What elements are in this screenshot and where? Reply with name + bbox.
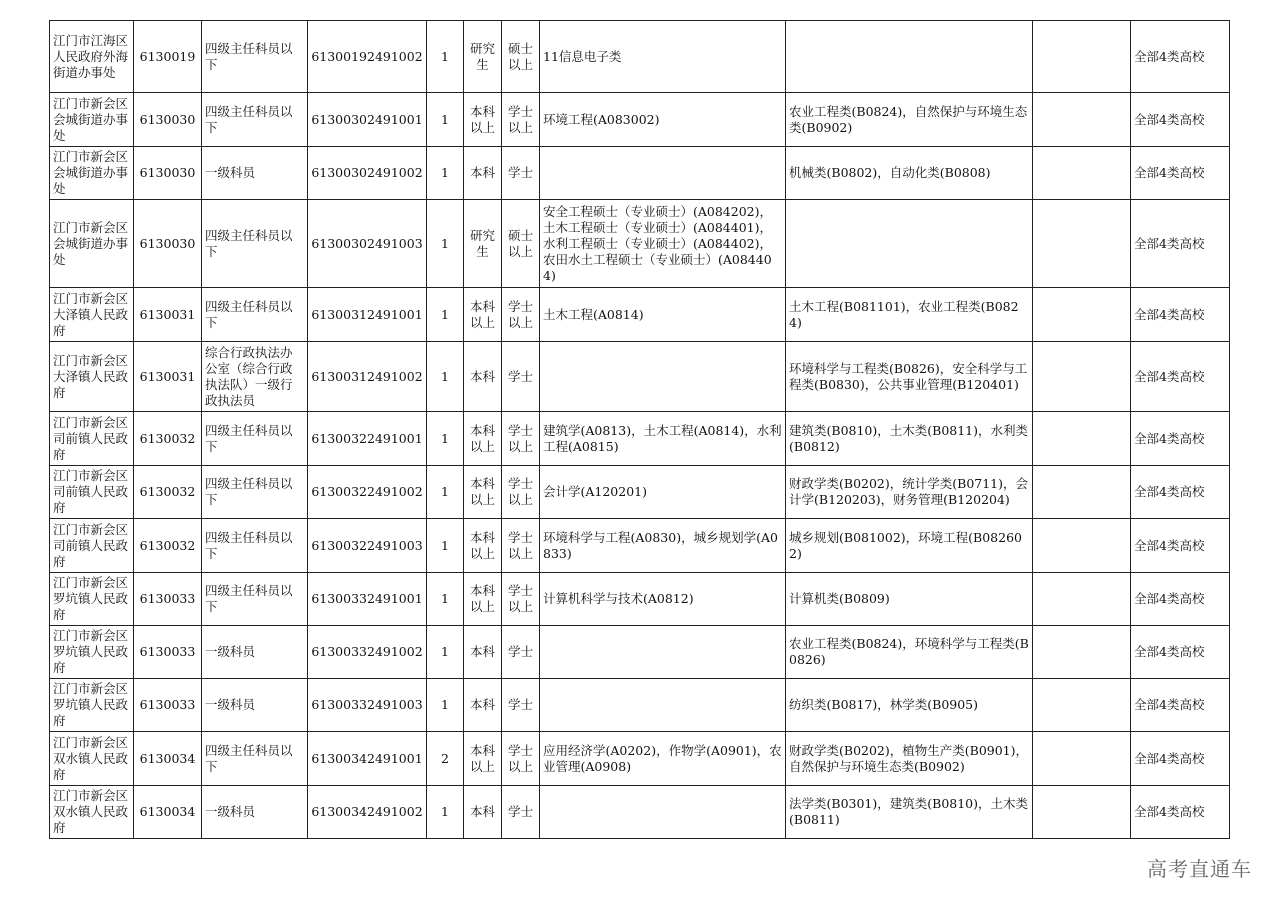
education-cell: 本科以上 bbox=[464, 466, 502, 519]
position-cell: 四级主任科员以下 bbox=[202, 573, 308, 626]
education-cell: 研究生 bbox=[464, 200, 502, 288]
count-cell: 1 bbox=[427, 519, 464, 573]
note-cell bbox=[1033, 573, 1131, 626]
table-row bbox=[50, 573, 1230, 626]
unit-cell: 江门市新会区会城街道办事处 bbox=[50, 93, 134, 147]
note-cell bbox=[1033, 786, 1131, 839]
degree-cell: 学士以上 bbox=[502, 732, 540, 786]
school-scope-cell: 全部4类高校 bbox=[1131, 147, 1230, 200]
note-cell bbox=[1033, 342, 1131, 412]
code-cell: 6130031 bbox=[134, 342, 202, 412]
position-cell: 一级科员 bbox=[202, 147, 308, 200]
school-scope-cell: 全部4类高校 bbox=[1131, 626, 1230, 679]
count-cell: 1 bbox=[427, 93, 464, 147]
code-cell: 6130030 bbox=[134, 93, 202, 147]
undergraduate-major-cell: 纺织类(B0817)，林学类(B0905) bbox=[786, 679, 1033, 732]
degree-cell: 学士以上 bbox=[502, 288, 540, 342]
graduate-major-cell bbox=[540, 147, 786, 200]
school-scope-cell: 全部4类高校 bbox=[1131, 519, 1230, 573]
code-cell: 6130030 bbox=[134, 200, 202, 288]
count-cell: 1 bbox=[427, 573, 464, 626]
table-row bbox=[50, 200, 1230, 288]
degree-cell: 学士以上 bbox=[502, 573, 540, 626]
school-scope-cell: 全部4类高校 bbox=[1131, 786, 1230, 839]
position-number-cell: 61300312491001 bbox=[308, 288, 427, 342]
graduate-major-cell: 环境科学与工程(A0830)，城乡规划学(A0833) bbox=[540, 519, 786, 573]
undergraduate-major-cell bbox=[786, 200, 1033, 288]
code-cell: 6130033 bbox=[134, 679, 202, 732]
position-number-cell: 61300302491002 bbox=[308, 147, 427, 200]
table-row bbox=[50, 21, 1230, 93]
position-cell: 四级主任科员以下 bbox=[202, 412, 308, 466]
education-cell: 本科以上 bbox=[464, 732, 502, 786]
note-cell bbox=[1033, 679, 1131, 732]
unit-cell: 江门市新会区大泽镇人民政府 bbox=[50, 342, 134, 412]
position-number-cell: 61300332491001 bbox=[308, 573, 427, 626]
table-row bbox=[50, 786, 1230, 839]
code-cell: 6130031 bbox=[134, 288, 202, 342]
count-cell: 1 bbox=[427, 342, 464, 412]
school-scope-cell: 全部4类高校 bbox=[1131, 288, 1230, 342]
graduate-major-cell: 应用经济学(A0202)，作物学(A0901)，农业管理(A0908) bbox=[540, 732, 786, 786]
graduate-major-cell: 建筑学(A0813)，土木工程(A0814)，水利工程(A0815) bbox=[540, 412, 786, 466]
school-scope-cell: 全部4类高校 bbox=[1131, 342, 1230, 412]
position-cell: 一级科员 bbox=[202, 626, 308, 679]
unit-cell: 江门市新会区大泽镇人民政府 bbox=[50, 288, 134, 342]
unit-cell: 江门市新会区双水镇人民政府 bbox=[50, 786, 134, 839]
education-cell: 本科以上 bbox=[464, 288, 502, 342]
position-cell: 四级主任科员以下 bbox=[202, 21, 308, 93]
position-number-cell: 61300332491002 bbox=[308, 626, 427, 679]
school-scope-cell: 全部4类高校 bbox=[1131, 732, 1230, 786]
position-number-cell: 61300192491002 bbox=[308, 21, 427, 93]
table-row bbox=[50, 679, 1230, 732]
undergraduate-major-cell: 农业工程类(B0824)，自然保护与环境生态类(B0902) bbox=[786, 93, 1033, 147]
count-cell: 1 bbox=[427, 466, 464, 519]
code-cell: 6130032 bbox=[134, 519, 202, 573]
watermark-text: 高考直通车 bbox=[1147, 857, 1252, 881]
graduate-major-cell: 土木工程(A0814) bbox=[540, 288, 786, 342]
note-cell bbox=[1033, 93, 1131, 147]
degree-cell: 学士 bbox=[502, 786, 540, 839]
table-row bbox=[50, 288, 1230, 342]
degree-cell: 学士以上 bbox=[502, 93, 540, 147]
code-cell: 6130032 bbox=[134, 412, 202, 466]
table-row bbox=[50, 93, 1230, 147]
graduate-major-cell bbox=[540, 679, 786, 732]
education-cell: 研究生 bbox=[464, 21, 502, 93]
graduate-major-cell: 计算机科学与技术(A0812) bbox=[540, 573, 786, 626]
school-scope-cell: 全部4类高校 bbox=[1131, 93, 1230, 147]
position-cell: 四级主任科员以下 bbox=[202, 732, 308, 786]
recruitment-table bbox=[49, 20, 1230, 839]
table-row bbox=[50, 342, 1230, 412]
unit-cell: 江门市新会区罗坑镇人民政府 bbox=[50, 573, 134, 626]
school-scope-cell: 全部4类高校 bbox=[1131, 466, 1230, 519]
count-cell: 1 bbox=[427, 288, 464, 342]
position-cell: 综合行政执法办公室（综合行政执法队）一级行政执法员 bbox=[202, 342, 308, 412]
degree-cell: 学士以上 bbox=[502, 466, 540, 519]
degree-cell: 硕士以上 bbox=[502, 21, 540, 93]
count-cell: 2 bbox=[427, 732, 464, 786]
unit-cell: 江门市新会区会城街道办事处 bbox=[50, 147, 134, 200]
count-cell: 1 bbox=[427, 679, 464, 732]
table-row bbox=[50, 519, 1230, 573]
code-cell: 6130034 bbox=[134, 786, 202, 839]
education-cell: 本科以上 bbox=[464, 93, 502, 147]
education-cell: 本科 bbox=[464, 679, 502, 732]
code-cell: 6130030 bbox=[134, 147, 202, 200]
undergraduate-major-cell: 计算机类(B0809) bbox=[786, 573, 1033, 626]
unit-cell: 江门市新会区罗坑镇人民政府 bbox=[50, 679, 134, 732]
unit-cell: 江门市新会区双水镇人民政府 bbox=[50, 732, 134, 786]
unit-cell: 江门市新会区罗坑镇人民政府 bbox=[50, 626, 134, 679]
position-cell: 四级主任科员以下 bbox=[202, 93, 308, 147]
graduate-major-cell: 安全工程硕士（专业硕士）(A084202)，土木工程硕士（专业硕士）(A084401)，水利工程硕士（专业硕士）(A084402)，农田水土工程硕士（专业硕士）(A084404) bbox=[540, 200, 786, 288]
note-cell bbox=[1033, 412, 1131, 466]
education-cell: 本科以上 bbox=[464, 412, 502, 466]
degree-cell: 学士 bbox=[502, 679, 540, 732]
position-cell: 四级主任科员以下 bbox=[202, 466, 308, 519]
school-scope-cell: 全部4类高校 bbox=[1131, 679, 1230, 732]
table-row bbox=[50, 626, 1230, 679]
count-cell: 1 bbox=[427, 626, 464, 679]
table-row bbox=[50, 147, 1230, 200]
position-number-cell: 61300312491002 bbox=[308, 342, 427, 412]
unit-cell: 江门市新会区司前镇人民政府 bbox=[50, 519, 134, 573]
graduate-major-cell: 11信息电子类 bbox=[540, 21, 786, 93]
undergraduate-major-cell: 建筑类(B0810)，土木类(B0811)，水利类(B0812) bbox=[786, 412, 1033, 466]
note-cell bbox=[1033, 21, 1131, 93]
unit-cell: 江门市江海区人民政府外海街道办事处 bbox=[50, 21, 134, 93]
position-number-cell: 61300322491001 bbox=[308, 412, 427, 466]
position-number-cell: 61300322491003 bbox=[308, 519, 427, 573]
education-cell: 本科 bbox=[464, 147, 502, 200]
code-cell: 6130034 bbox=[134, 732, 202, 786]
note-cell bbox=[1033, 200, 1131, 288]
degree-cell: 学士 bbox=[502, 342, 540, 412]
undergraduate-major-cell: 机械类(B0802)，自动化类(B0808) bbox=[786, 147, 1033, 200]
position-number-cell: 61300302491001 bbox=[308, 93, 427, 147]
education-cell: 本科 bbox=[464, 786, 502, 839]
education-cell: 本科 bbox=[464, 342, 502, 412]
position-cell: 四级主任科员以下 bbox=[202, 519, 308, 573]
education-cell: 本科以上 bbox=[464, 573, 502, 626]
school-scope-cell: 全部4类高校 bbox=[1131, 200, 1230, 288]
degree-cell: 学士以上 bbox=[502, 412, 540, 466]
graduate-major-cell: 会计学(A120201) bbox=[540, 466, 786, 519]
count-cell: 1 bbox=[427, 412, 464, 466]
unit-cell: 江门市新会区会城街道办事处 bbox=[50, 200, 134, 288]
position-number-cell: 61300302491003 bbox=[308, 200, 427, 288]
graduate-major-cell bbox=[540, 626, 786, 679]
undergraduate-major-cell bbox=[786, 21, 1033, 93]
table-row bbox=[50, 466, 1230, 519]
education-cell: 本科 bbox=[464, 626, 502, 679]
count-cell: 1 bbox=[427, 200, 464, 288]
position-cell: 一级科员 bbox=[202, 679, 308, 732]
position-number-cell: 61300332491003 bbox=[308, 679, 427, 732]
undergraduate-major-cell: 土木工程(B081101)，农业工程类(B0824) bbox=[786, 288, 1033, 342]
undergraduate-major-cell: 环境科学与工程类(B0826)，安全科学与工程类(B0830)，公共事业管理(B120401) bbox=[786, 342, 1033, 412]
count-cell: 1 bbox=[427, 147, 464, 200]
position-cell: 一级科员 bbox=[202, 786, 308, 839]
undergraduate-major-cell: 城乡规划(B081002)，环境工程(B082602) bbox=[786, 519, 1033, 573]
school-scope-cell: 全部4类高校 bbox=[1131, 573, 1230, 626]
note-cell bbox=[1033, 147, 1131, 200]
note-cell bbox=[1033, 732, 1131, 786]
degree-cell: 学士 bbox=[502, 147, 540, 200]
count-cell: 1 bbox=[427, 21, 464, 93]
position-cell: 四级主任科员以下 bbox=[202, 200, 308, 288]
school-scope-cell: 全部4类高校 bbox=[1131, 412, 1230, 466]
graduate-major-cell bbox=[540, 786, 786, 839]
note-cell bbox=[1033, 626, 1131, 679]
graduate-major-cell bbox=[540, 342, 786, 412]
degree-cell: 学士 bbox=[502, 626, 540, 679]
table-row bbox=[50, 412, 1230, 466]
undergraduate-major-cell: 财政学类(B0202)，统计学类(B0711)，会计学(B120203)，财务管理(B120204) bbox=[786, 466, 1033, 519]
note-cell bbox=[1033, 288, 1131, 342]
degree-cell: 学士以上 bbox=[502, 519, 540, 573]
school-scope-cell: 全部4类高校 bbox=[1131, 21, 1230, 93]
undergraduate-major-cell: 农业工程类(B0824)，环境科学与工程类(B0826) bbox=[786, 626, 1033, 679]
code-cell: 6130033 bbox=[134, 626, 202, 679]
graduate-major-cell: 环境工程(A083002) bbox=[540, 93, 786, 147]
count-cell: 1 bbox=[427, 786, 464, 839]
position-number-cell: 61300322491002 bbox=[308, 466, 427, 519]
code-cell: 6130033 bbox=[134, 573, 202, 626]
degree-cell: 硕士以上 bbox=[502, 200, 540, 288]
unit-cell: 江门市新会区司前镇人民政府 bbox=[50, 466, 134, 519]
position-number-cell: 61300342491002 bbox=[308, 786, 427, 839]
note-cell bbox=[1033, 519, 1131, 573]
position-cell: 四级主任科员以下 bbox=[202, 288, 308, 342]
note-cell bbox=[1033, 466, 1131, 519]
education-cell: 本科以上 bbox=[464, 519, 502, 573]
code-cell: 6130019 bbox=[134, 21, 202, 93]
code-cell: 6130032 bbox=[134, 466, 202, 519]
undergraduate-major-cell: 法学类(B0301)，建筑类(B0810)，土木类(B0811) bbox=[786, 786, 1033, 839]
position-number-cell: 61300342491001 bbox=[308, 732, 427, 786]
table-row bbox=[50, 732, 1230, 786]
unit-cell: 江门市新会区司前镇人民政府 bbox=[50, 412, 134, 466]
undergraduate-major-cell: 财政学类(B0202)，植物生产类(B0901)，自然保护与环境生态类(B0902) bbox=[786, 732, 1033, 786]
